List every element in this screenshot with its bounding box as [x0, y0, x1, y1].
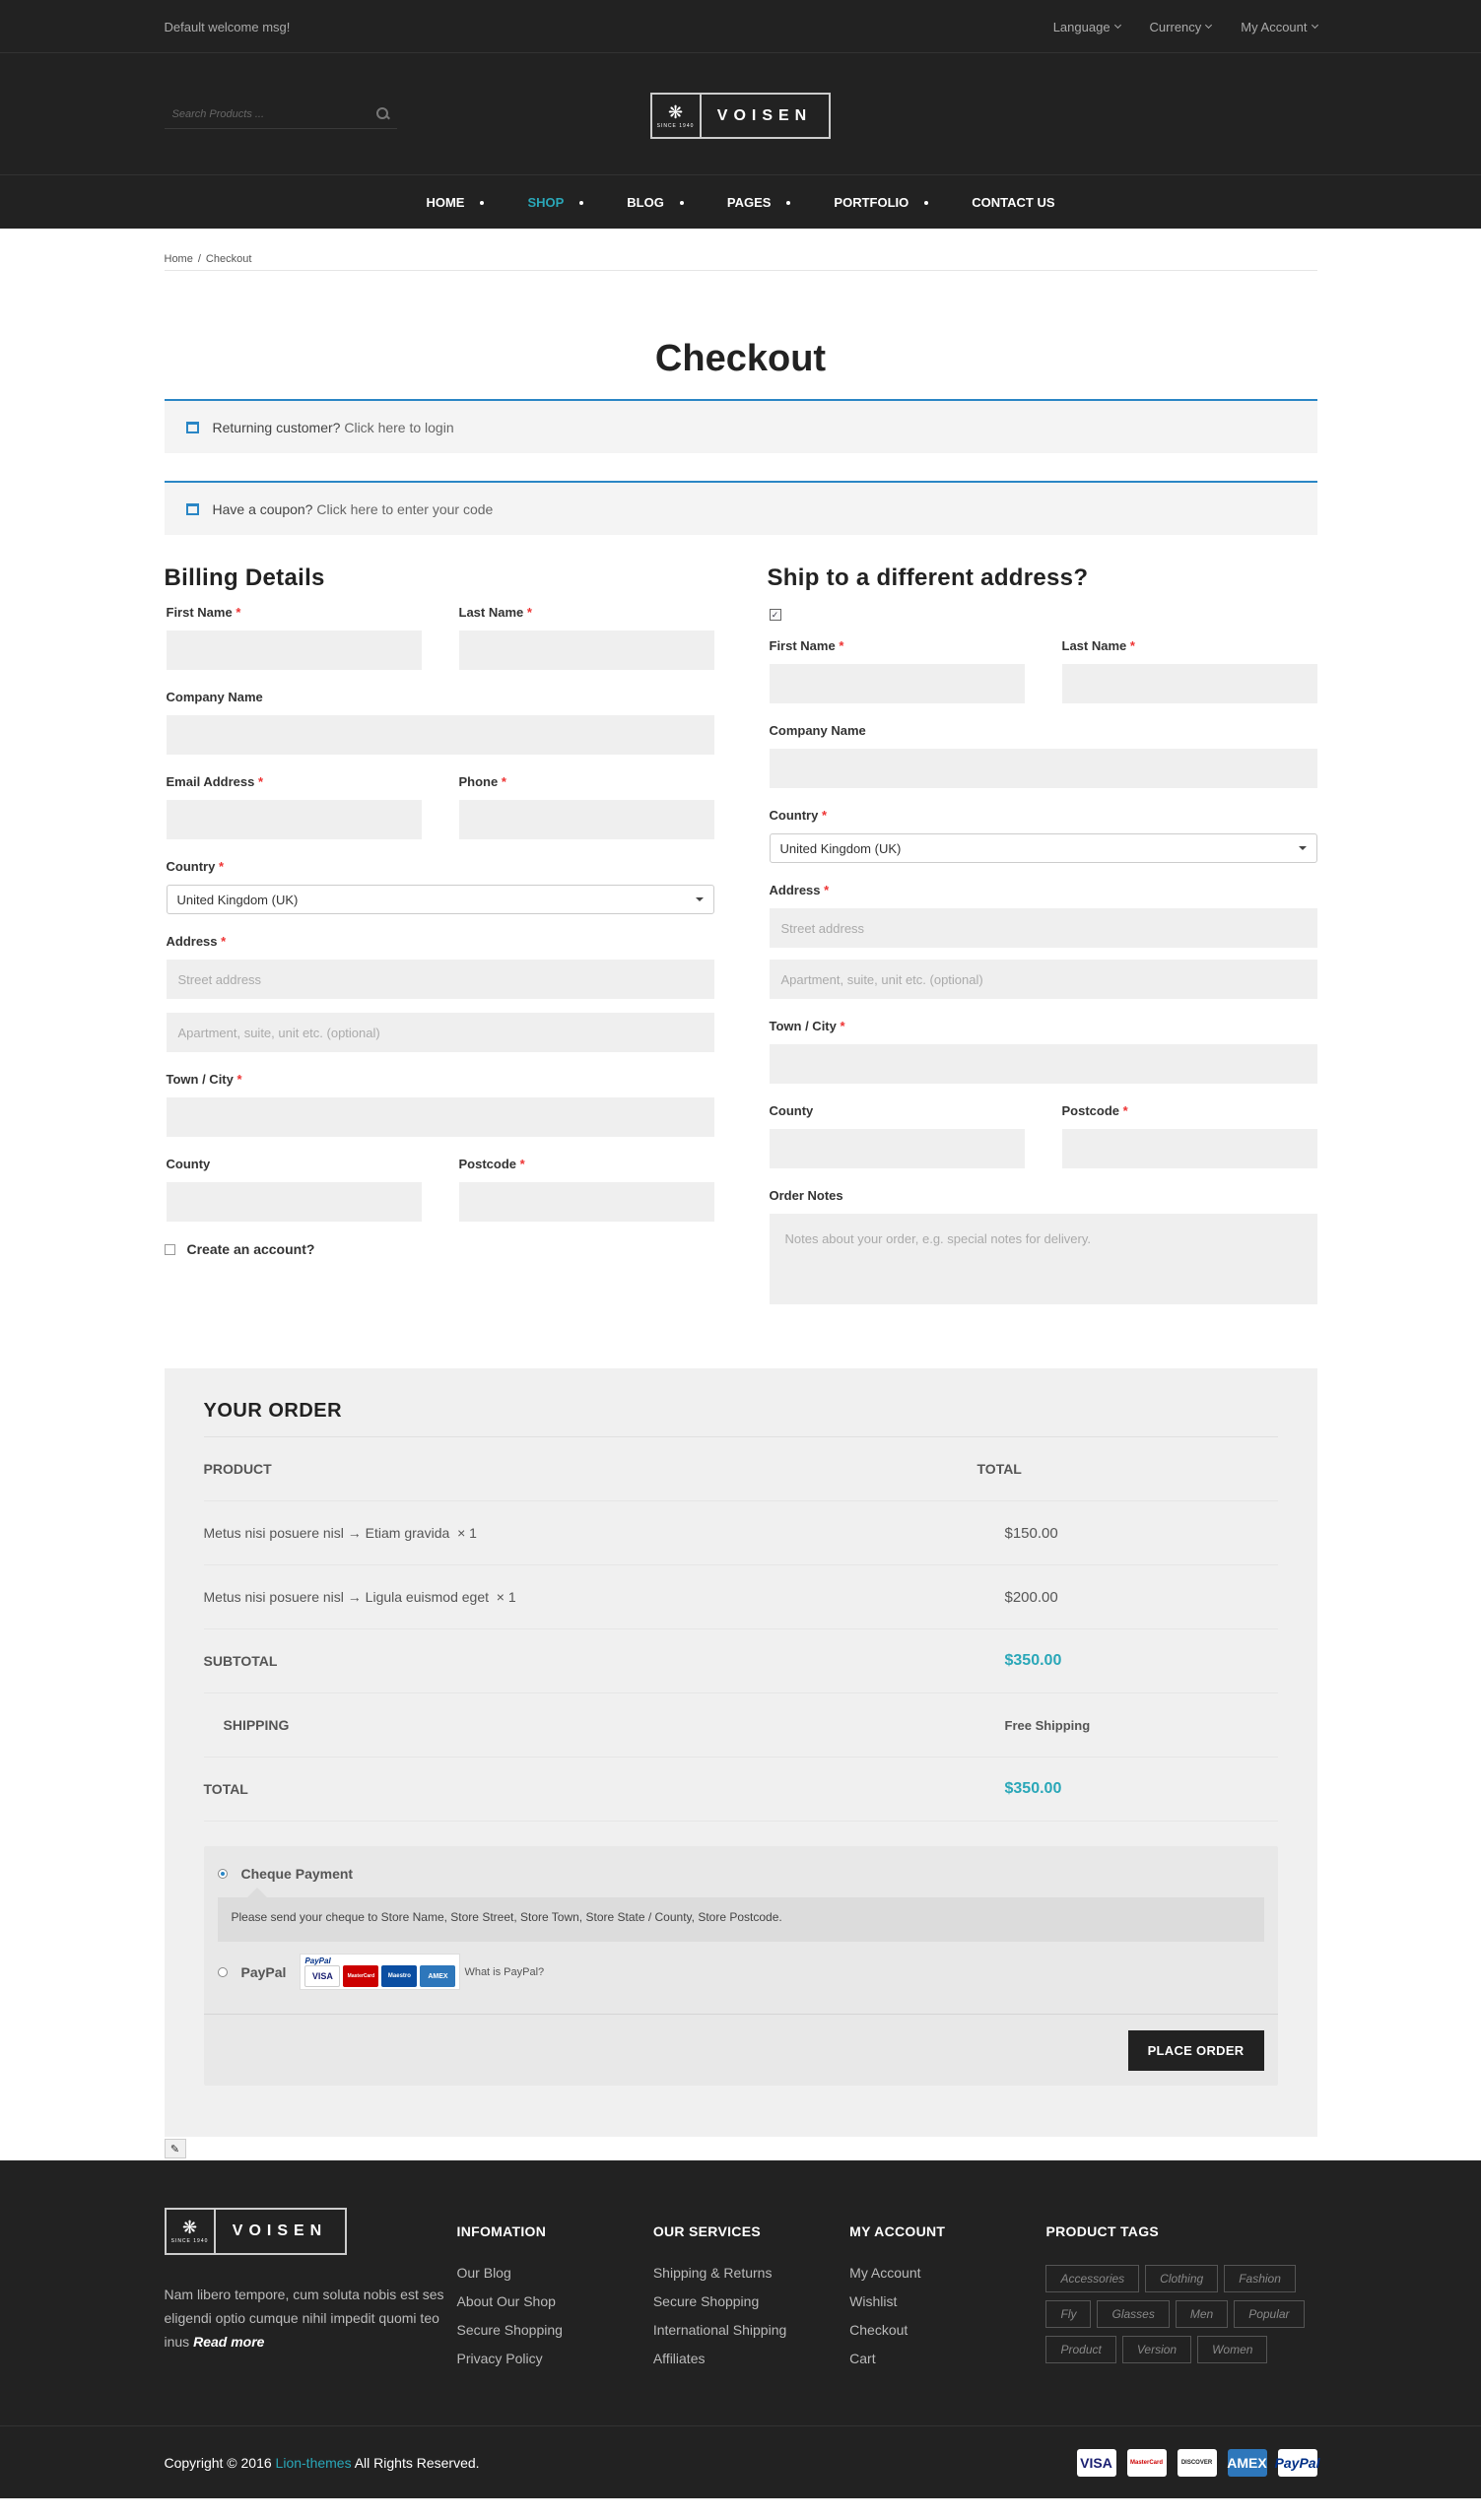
language-dropdown[interactable] [1053, 20, 1120, 34]
visa-icon: VISA [1077, 2449, 1116, 2477]
paypal-option[interactable] [204, 1942, 1278, 2015]
footer-link[interactable]: Privacy Policy [456, 2351, 543, 2366]
cheque-option[interactable] [218, 1866, 1264, 1882]
country-value: United Kingdom (UK) [176, 892, 299, 907]
mastercard-icon: MasterCard [1127, 2449, 1167, 2477]
chevron-down-icon [1205, 22, 1212, 29]
payment-card-icons [1077, 2449, 1320, 2477]
shipping-town-field [770, 1019, 1317, 1084]
copyright: Copyright © 2016 Lion-themes All Rights Reserved. [164, 2454, 480, 2471]
coupon-text: Have a coupon? [212, 500, 313, 517]
billing-postcode-field [459, 1157, 714, 1222]
footer-logo[interactable] [165, 2208, 347, 2255]
tag[interactable]: Product [1045, 2336, 1115, 2363]
mastercard-icon: MasterCard [343, 1965, 378, 1987]
subtotal-value: $350.00 [1004, 1652, 1062, 1669]
maple-leaf-icon: ❋ [667, 101, 684, 122]
ship-different-checkbox[interactable]: ✓ [770, 609, 781, 621]
payment-methods [204, 1846, 1278, 2086]
billing-apt-input[interactable]: Apartment, suite, unit etc. (optional) [167, 1013, 714, 1052]
footer [0, 2160, 1481, 2426]
logo-since: SINCE 1940 [656, 122, 695, 129]
order-notes-label: Order Notes [769, 1188, 843, 1203]
billing-last-name-input[interactable] [459, 630, 714, 670]
first-name-label: First Name * [166, 605, 241, 620]
nav-shop[interactable] [527, 195, 583, 210]
billing-country-select[interactable] [167, 885, 714, 914]
coupon-notice [165, 481, 1317, 535]
col-total: TOTAL [976, 1461, 1022, 1477]
billing-phone-input[interactable] [459, 800, 714, 839]
main-content [164, 229, 1317, 2155]
breadcrumb-home[interactable]: Home [164, 253, 193, 265]
order-item-row [204, 1501, 1278, 1565]
country-label: Country * [769, 808, 828, 823]
tag[interactable]: Popular [1234, 2300, 1304, 2328]
nav-home-label: HOME [426, 195, 465, 210]
returning-text: Returning customer? [212, 419, 341, 435]
chevron-down-icon [1311, 22, 1317, 29]
payment-cheque [204, 1846, 1278, 1942]
nav-home[interactable] [426, 195, 484, 210]
nav-blog[interactable] [627, 195, 684, 210]
shipping-title: Ship to a different address? [767, 564, 1089, 591]
footer-link[interactable]: Affiliates [652, 2351, 706, 2366]
footer-link[interactable]: My Account [849, 2265, 921, 2281]
shipping-company-field [770, 723, 1317, 788]
nav-contact-us[interactable] [972, 195, 1054, 210]
order-notes-textarea[interactable]: Notes about your order, e.g. special notes for delivery. [770, 1214, 1317, 1304]
shipping-apt-input[interactable]: Apartment, suite, unit etc. (optional) [770, 960, 1317, 999]
phone-label: Phone * [458, 774, 506, 789]
col-product: PRODUCT [203, 1461, 272, 1477]
footer-link[interactable]: International Shipping [652, 2322, 787, 2338]
create-account-checkbox[interactable] [165, 1244, 175, 1255]
product-total: $200.00 [1004, 1588, 1058, 1606]
shipping-county-input[interactable] [770, 1129, 1025, 1168]
last-name-label: Last Name * [458, 605, 532, 620]
header [0, 53, 1481, 174]
logo-emblem [167, 2210, 216, 2253]
address-label: Address * [166, 934, 227, 949]
address-label: Address * [769, 883, 830, 897]
shipping-address-field [770, 883, 1317, 948]
shipping-apt-field [770, 960, 1317, 999]
maple-leaf-icon: ❋ [181, 2218, 198, 2237]
currency-dropdown[interactable] [1150, 20, 1212, 34]
billing-last-name-field [459, 605, 714, 670]
tag[interactable]: Clothing [1145, 2265, 1218, 2292]
create-account-option[interactable] [165, 1241, 714, 1257]
county-label: County [166, 1157, 211, 1171]
logo-since: SINCE 1940 [170, 2238, 209, 2244]
place-order-button[interactable]: PLACE ORDER [1128, 2030, 1264, 2071]
shipping-details [768, 564, 1317, 1324]
shipping-postcode-field [1062, 1103, 1317, 1168]
country-label: Country * [166, 859, 225, 874]
dropdown-dot-icon [480, 201, 484, 205]
footer-link[interactable]: Checkout [849, 2322, 909, 2338]
postcode-label: Postcode * [1061, 1103, 1128, 1118]
order-notes-field [770, 1188, 1317, 1304]
cheque-label: Cheque Payment [240, 1866, 354, 1882]
currency-label: Currency [1149, 19, 1202, 34]
product-total: $150.00 [1004, 1524, 1058, 1542]
billing-street-input[interactable]: Street address [167, 960, 714, 999]
shipping-first-name-field [770, 638, 1025, 703]
visa-card-icon: VISA [304, 1965, 340, 1987]
dropdown-dot-icon [579, 201, 583, 205]
postcode-label: Postcode * [458, 1157, 525, 1171]
product-name: Metus nisi posuere nisl → Ligula euismod eget × 1 [203, 1589, 516, 1605]
order-title: YOUR ORDER [204, 1400, 1278, 1437]
nav-portfolio-label: PORTFOLIO [834, 195, 909, 210]
my-account-label: My Account [1241, 19, 1308, 34]
logo-name: VOISEN [232, 2222, 328, 2239]
footer-about-text: Nam libero tempore, cum soluta nobis est ses eligendi optio cumque nihil impedit quomi teo inus Read more [164, 2287, 444, 2350]
search-input[interactable] [165, 99, 397, 129]
total-value: $350.00 [1004, 1780, 1062, 1797]
order-review [165, 1368, 1317, 2137]
page-title: Checkout [654, 338, 827, 379]
billing-country-field [167, 859, 714, 914]
tag[interactable]: Men [1176, 2300, 1228, 2328]
footer-link[interactable]: Secure Shopping [456, 2322, 563, 2338]
maestro-icon: Maestro [381, 1965, 417, 1987]
billing-county-input[interactable] [167, 1182, 422, 1222]
amex-icon: AMEX [420, 1965, 455, 1987]
order-item-row [204, 1565, 1278, 1629]
footer-link[interactable]: Wishlist [849, 2293, 898, 2309]
returning-customer-notice [165, 399, 1317, 453]
email-label: Email Address * [166, 774, 264, 789]
paypal-brand: PayPal [304, 1956, 331, 1965]
company-label: Company Name [166, 690, 263, 704]
logo[interactable] [650, 93, 831, 139]
login-link[interactable]: Click here to login [344, 419, 454, 435]
footer-account [849, 2208, 1045, 2379]
nav-blog-label: BLOG [627, 195, 664, 210]
footer-account-title: MY ACCOUNT [849, 2223, 946, 2239]
county-label: County [769, 1103, 814, 1118]
create-account-label: Create an account? [186, 1241, 315, 1257]
billing-county-field [167, 1157, 422, 1222]
last-name-label: Last Name * [1061, 638, 1135, 653]
nav-contact-label: CONTACT US [972, 195, 1055, 210]
footer-services-title: OUR SERVICES [652, 2223, 761, 2239]
search-placeholder: Search Products ... [171, 107, 265, 120]
footer-services [653, 2208, 849, 2379]
shipping-last-name-input[interactable] [1062, 664, 1317, 703]
breadcrumb-current: Checkout [205, 253, 252, 265]
billing-company-field [167, 690, 714, 755]
cheque-description: Please send your cheque to Store Name, Store Street, Store Town, Store State / County, Store Postcode. [218, 1897, 1264, 1942]
read-more-link[interactable]: Read more [193, 2334, 265, 2350]
shipping-county-field [770, 1103, 1025, 1168]
tag[interactable]: Women [1197, 2336, 1267, 2363]
total-label: TOTAL [203, 1781, 248, 1797]
shipping-country-field [770, 808, 1317, 863]
product-name: Metus nisi posuere nisl → Etiam gravida × 1 [203, 1525, 477, 1541]
total-row [204, 1757, 1278, 1822]
billing-details [165, 564, 714, 1324]
my-account-dropdown[interactable] [1241, 20, 1316, 34]
footer-tags [1045, 2208, 1316, 2379]
shipping-street-input[interactable]: Street address [770, 908, 1317, 948]
paypal-card-logos [300, 1954, 460, 1990]
search-icon[interactable] [376, 107, 389, 120]
shipping-country-select[interactable] [770, 833, 1317, 863]
subtotal-row [204, 1629, 1278, 1693]
footer-link[interactable]: Secure Shopping [652, 2293, 760, 2309]
dropdown-dot-icon [680, 201, 684, 205]
footer-link[interactable]: About Our Shop [456, 2293, 556, 2309]
town-label: Town / City * [166, 1072, 242, 1087]
shipping-first-name-input[interactable] [770, 664, 1025, 703]
nav-shop-label: SHOP [527, 195, 565, 210]
tag[interactable]: Glasses [1097, 2300, 1169, 2328]
chevron-down-icon [1114, 22, 1121, 29]
paypal-radio[interactable] [218, 1967, 228, 1977]
tag[interactable]: Fly [1045, 2300, 1091, 2328]
calendar-icon [186, 503, 199, 515]
calendar-icon [186, 422, 199, 433]
billing-apt-field [167, 1013, 714, 1052]
billing-first-name-input[interactable] [167, 630, 422, 670]
shipping-label: SHIPPING [223, 1717, 290, 1733]
nav-pages[interactable] [727, 195, 791, 210]
coupon-link[interactable]: Click here to enter your code [316, 500, 494, 517]
billing-address-field [167, 934, 714, 999]
tag[interactable]: Fashion [1224, 2265, 1296, 2292]
footer-link[interactable]: Cart [849, 2351, 876, 2366]
footer-about [165, 2208, 457, 2379]
language-label: Language [1052, 19, 1111, 34]
logo-emblem [652, 95, 702, 137]
top-links [1053, 20, 1317, 34]
town-label: Town / City * [769, 1019, 845, 1033]
breadcrumb [165, 229, 1317, 271]
paypal-icon: PayPal [1278, 2449, 1317, 2477]
logo-name: VOISEN [716, 106, 813, 124]
billing-town-input[interactable] [167, 1097, 714, 1137]
order-table [204, 1437, 1278, 1822]
tag[interactable]: Version [1122, 2336, 1191, 2363]
caret-down-icon [1299, 846, 1307, 850]
billing-phone-field [459, 774, 714, 839]
footer-info-title: INFOMATION [456, 2223, 547, 2239]
billing-postcode-input[interactable] [459, 1182, 714, 1222]
shipping-postcode-input[interactable] [1062, 1129, 1317, 1168]
top-bar [0, 0, 1481, 53]
shipping-company-input[interactable] [770, 749, 1317, 788]
billing-email-field [167, 774, 422, 839]
brand-link[interactable]: Lion-themes [275, 2454, 352, 2471]
shipping-row [204, 1693, 1278, 1757]
nav-portfolio[interactable] [834, 195, 928, 210]
pencil-icon[interactable]: ✎ [165, 2139, 186, 2158]
billing-first-name-field [167, 605, 422, 670]
nav-pages-label: PAGES [726, 195, 772, 210]
dropdown-dot-icon [924, 201, 928, 205]
country-value: United Kingdom (UK) [779, 840, 902, 856]
breadcrumb-separator: / [197, 253, 201, 265]
footer-bottom [0, 2426, 1481, 2498]
order-header-row [204, 1437, 1278, 1501]
paypal-label: PayPal [240, 1963, 287, 1980]
caret-down-icon [696, 897, 704, 901]
what-is-paypal-link[interactable]: What is PayPal? [464, 1965, 545, 1978]
footer-information [457, 2208, 653, 2379]
discover-icon: DISCOVER [1178, 2449, 1217, 2477]
cheque-radio[interactable] [218, 1869, 228, 1879]
billing-company-input[interactable] [167, 715, 714, 755]
billing-title: Billing Details [164, 564, 325, 591]
shipping-last-name-field [1062, 638, 1317, 703]
billing-email-input[interactable] [167, 800, 422, 839]
amex-icon: AMEX [1228, 2449, 1267, 2477]
shipping-town-input[interactable] [770, 1044, 1317, 1084]
subtotal-label: SUBTOTAL [203, 1653, 278, 1669]
welcome-message: Default welcome msg! [164, 19, 291, 34]
footer-link[interactable]: Our Blog [456, 2265, 511, 2281]
dropdown-dot-icon [786, 201, 790, 205]
tag[interactable]: Accessories [1045, 2265, 1139, 2292]
shipping-value: Free Shipping [1004, 1717, 1091, 1733]
tag-cloud [1045, 2265, 1316, 2363]
footer-link[interactable]: Shipping & Returns [652, 2265, 773, 2281]
footer-tags-title: PRODUCT TAGS [1045, 2223, 1160, 2239]
company-label: Company Name [769, 723, 866, 738]
billing-town-field [167, 1072, 714, 1137]
first-name-label: First Name * [769, 638, 844, 653]
main-nav [0, 174, 1481, 229]
